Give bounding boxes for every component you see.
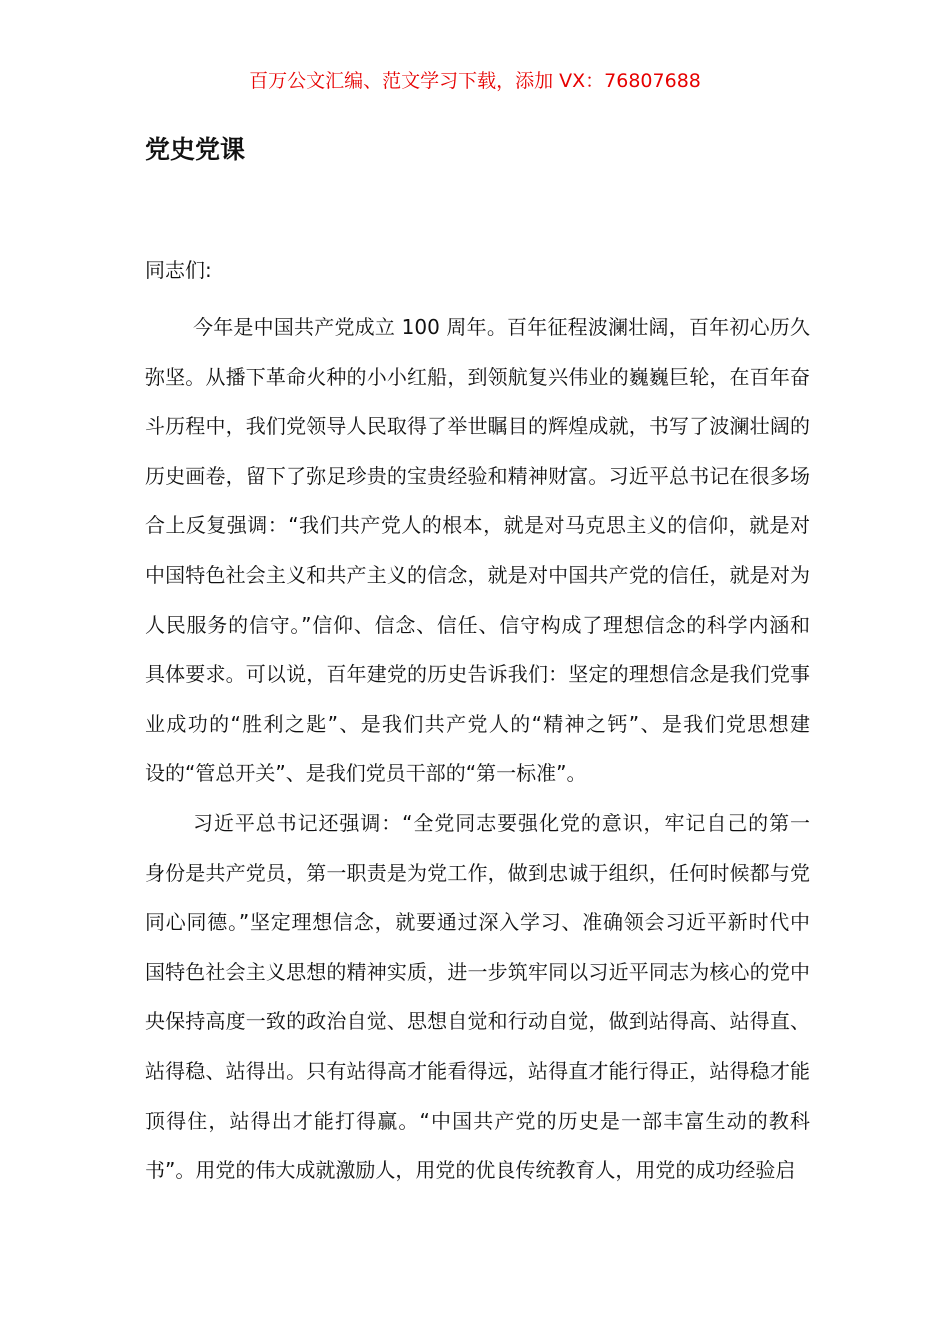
- salutation: 同志们:: [145, 258, 212, 282]
- text-line: 弥坚。从播下革命火种的小小红船，到领航复兴伟业的巍巍巨轮，在百年奋: [145, 364, 810, 389]
- text-line: 人民服务的信守。”信仰、信念、信任、信守构成了理想信念的科学内涵和: [145, 612, 810, 637]
- text-line: 今年是中国共产党成立 100 周年。百年征程波澜壮阔，百年初心历久: [193, 315, 810, 339]
- text-line: 同心同德。”坚定理想信念，就要通过深入学习、准确领会习近平新时代中: [145, 910, 810, 935]
- document-title: 党史党课: [145, 135, 246, 164]
- text-line: 业成功的“胜利之匙”、是我们共产党人的“精神之钙”、是我们党思想建: [145, 711, 810, 736]
- text-line: 站得稳、站得出。只有站得高才能看得远，站得直才能行得正，站得稳才能: [145, 1058, 810, 1083]
- text-line: 设的“管总开关”、是我们党员干部的“第一标准”。: [145, 761, 587, 786]
- text-line: 历史画卷，留下了弥足珍贵的宝贵经验和精神财富。习近平总书记在很多场: [145, 463, 810, 488]
- text-line: 中国特色社会主义和共产主义的信念，就是对中国共产党的信任，就是对为: [145, 562, 810, 587]
- paragraph-1: [145, 303, 810, 799]
- text-line: 斗历程中，我们党领导人民取得了举世瞩目的辉煌成就，书写了波澜壮阔的: [145, 414, 810, 439]
- text-line: 国特色社会主义思想的精神实质，进一步筑牢同以习近平同志为核心的党中: [145, 959, 810, 984]
- text-line: 顶得住，站得出才能打得赢。“中国共产党的历史是一部丰富生动的教科: [145, 1108, 810, 1133]
- text-line: 央保持高度一致的政治自觉、思想自觉和行动自觉，做到站得高、站得直、: [145, 1009, 810, 1034]
- document-body: [145, 303, 810, 1196]
- text-line: 书”。用党的伟大成就激励人，用党的优良传统教育人，用党的成功经验启: [145, 1158, 796, 1183]
- text-line: 身份是共产党员，第一职责是为党工作，做到忠诚于组织，任何时候都与党: [145, 860, 810, 885]
- text-line: 习近平总书记还强调：“全党同志要强化党的意识，牢记自己的第一: [193, 810, 810, 835]
- text-line: 合上反复强调：“我们共产党人的根本，就是对马克思主义的信仰，就是对: [145, 513, 810, 538]
- paragraph-2: [145, 799, 810, 1196]
- text-line: 具体要求。可以说，百年建党的历史告诉我们：坚定的理想信念是我们党事: [145, 662, 810, 687]
- header-banner: 百万公文汇编、范文学习下载，添加 VX：76807688: [249, 70, 701, 92]
